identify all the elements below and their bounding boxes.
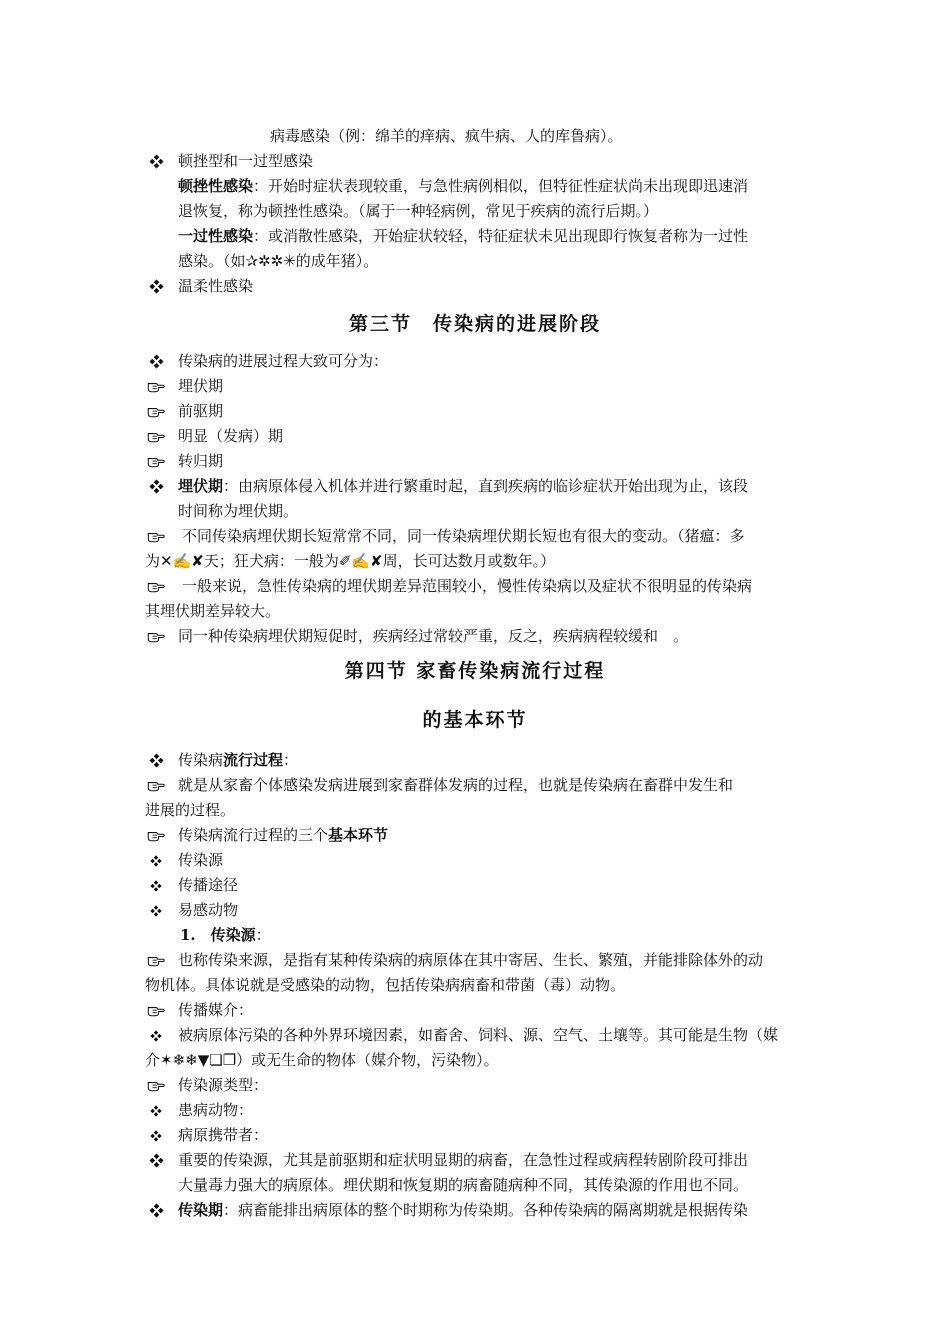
section-heading-continued: 的基本环节 [422, 709, 528, 731]
four-diamond-bullet-icon [145, 1198, 167, 1223]
four-diamond-bullet-icon [145, 349, 167, 374]
four-diamond-bullet-icon [145, 274, 167, 299]
pointing-hand-bullet-icon [145, 998, 167, 1023]
text-line: 大量毒力强大的病原体。埋伏期和恢复期的病畜随病种不同，其传染源的作用也不同。 [178, 1176, 749, 1194]
text-line: 进展的过程。 [145, 801, 236, 819]
text-line: 为✕✍✘天；狂犬病：一般为✐✍✘周，长可达数月或数年。） [145, 552, 556, 570]
text-line: 传播媒介： [178, 1001, 254, 1019]
text-line: 不同传染病埋伏期长短常常不同，同一传染病埋伏期长短也有很大的变动。（猪瘟：多 [182, 527, 745, 545]
pointing-hand-bullet-icon [145, 823, 167, 848]
pointing-hand-bullet-icon [145, 399, 167, 424]
section-heading: 第四节 家畜传染病流行过程 [344, 660, 606, 682]
four-diamond-bullet-icon [145, 748, 167, 773]
pointing-hand-bullet-icon [145, 1073, 167, 1098]
pointing-hand-bullet-icon [145, 424, 167, 449]
four-diamond-bullet-icon [145, 873, 167, 898]
text-line: 患病动物： [178, 1101, 254, 1119]
text-line: 传染病的进展过程大致可分为： [178, 352, 389, 370]
pointing-hand-bullet-icon [145, 948, 167, 973]
text-line: 也称传染来源，是指有某种传染病的病原体在其中寄居、生长、繁殖，并能排除体外的动 [178, 951, 764, 969]
text-line: 传染源类型： [178, 1076, 269, 1094]
text-line: 同一种传染病埋伏期短促时，疾病经过常较严重，反之，疾病病程较缓和 。 [178, 627, 689, 645]
text-line: 感染。（如✰✲✲✳的成年猪）。 [178, 252, 379, 270]
text-line: 温柔性感染 [178, 277, 254, 295]
text-line: 1. 传染源： [180, 926, 271, 944]
text-line: 顿挫性感染：开始时症状表现较重，与急性病例相似，但特征性症状尚未出现即迅速消 [178, 177, 749, 195]
text-line: 顿挫型和一过型感染 [178, 152, 314, 170]
text-line: 病原携带者： [178, 1126, 269, 1144]
text-line: 介✶❄❄▼❏❐）或无生命的物体（媒介物，污染物）。 [145, 1051, 499, 1069]
text-line: 传染病流行过程： [178, 751, 299, 769]
text-line: 被病原体污染的各种外界环境因素，如畜舍、饲料、源、空气、土壤等。其可能是生物（媒 [178, 1026, 779, 1044]
four-diamond-bullet-icon [145, 1123, 167, 1148]
text-line: 埋伏期：由病原体侵入机体并进行繁重时起，直到疾病的临诊症状开始出现为止，该段 [178, 477, 749, 495]
four-diamond-bullet-icon [145, 1023, 167, 1048]
four-diamond-bullet-icon [145, 1148, 167, 1173]
text-line: 易感动物 [178, 901, 239, 919]
text-line: 传染病流行过程的三个基本环节 [178, 826, 389, 844]
pointing-hand-bullet-icon [145, 374, 167, 399]
text-line: 退恢复，称为顿挫性感染。（属于一种轻病例，常见于疾病的流行后期。） [178, 202, 659, 220]
text-line: 埋伏期 [178, 377, 224, 395]
four-diamond-bullet-icon [145, 474, 167, 499]
four-diamond-bullet-icon [145, 1098, 167, 1123]
pointing-hand-bullet-icon [145, 524, 167, 549]
text-line: 传染期：病畜能排出病原体的整个时期称为传染期。各种传染病的隔离期就是根据传染 [178, 1201, 749, 1219]
text-line: 重要的传染源，尤其是前驱期和症状明显期的病畜，在急性过程或病程转剧阶段可排出 [178, 1151, 749, 1169]
text-line: 前驱期 [178, 402, 224, 420]
pointing-hand-bullet-icon [145, 574, 167, 599]
text-line: 病毒感染（例：绵羊的痒病、疯牛病、人的库鲁病）。 [270, 127, 623, 145]
text-line: 其埋伏期差异较大。 [145, 602, 281, 620]
text-line: 一般来说，急性传染病的埋伏期差异范围较小，慢性传染病以及症状不很明显的传染病 [182, 577, 753, 595]
pointing-hand-bullet-icon [145, 773, 167, 798]
pointing-hand-bullet-icon [145, 624, 167, 649]
text-line: 时间称为埋伏期。 [178, 502, 299, 520]
text-line: 明显（发病）期 [178, 427, 284, 445]
four-diamond-bullet-icon [145, 898, 167, 923]
text-line: 传播途径 [178, 876, 239, 894]
section-heading: 第三节 传染病的进展阶段 [348, 313, 601, 335]
text-line: 转归期 [178, 452, 224, 470]
four-diamond-bullet-icon [145, 149, 167, 174]
pointing-hand-bullet-icon [145, 449, 167, 474]
four-diamond-bullet-icon [145, 848, 167, 873]
text-line: 就是从家畜个体感染发病进展到家畜群体发病的过程，也就是传染病在畜群中发生和 [178, 776, 734, 794]
text-line: 传染源 [178, 851, 224, 869]
text-line: 物机体。具体说就是受感染的动物，包括传染病病畜和带菌（毒）动物。 [145, 976, 626, 994]
text-line: 一过性感染：或消散性感染，开始症状较轻，特征症状未见出现即行恢复者称为一过性 [178, 227, 749, 245]
